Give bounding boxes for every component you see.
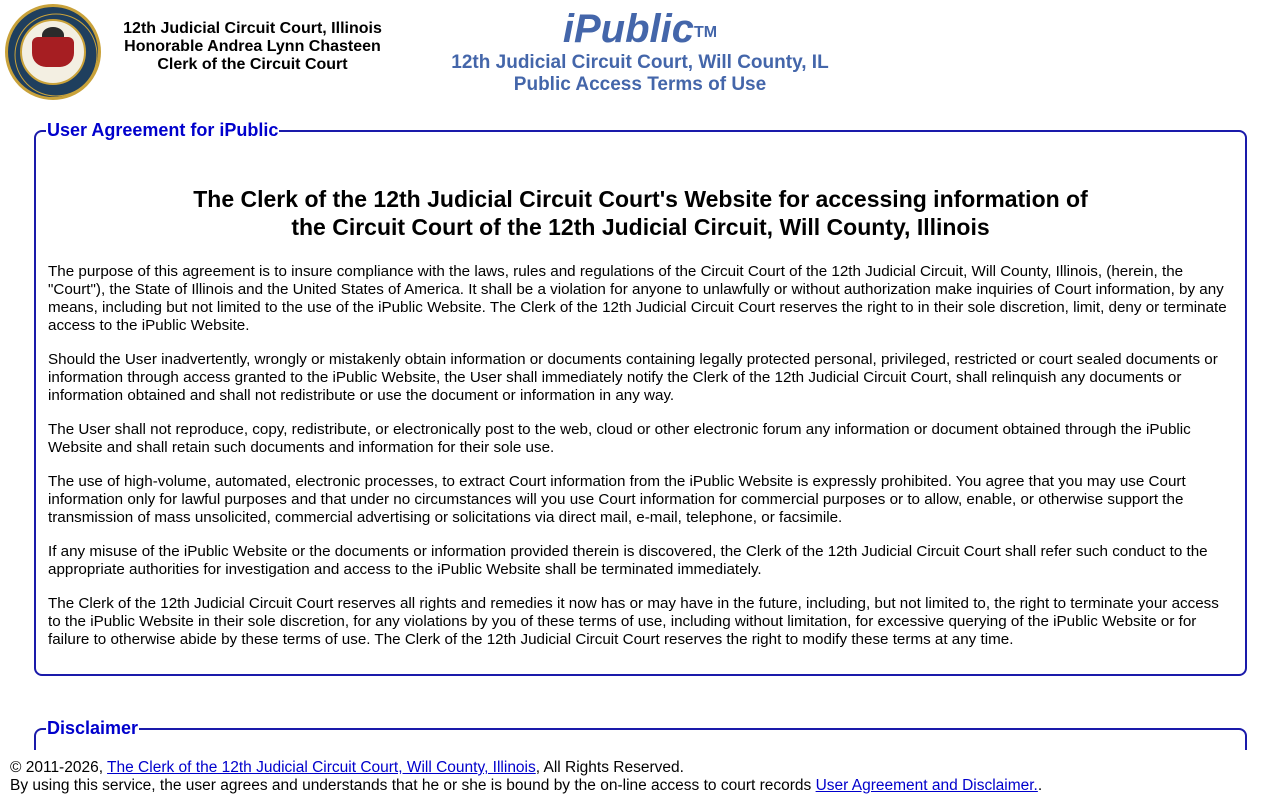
- user-agreement-section: [34, 120, 1247, 676]
- copyright-line: [10, 759, 1280, 777]
- agreement-paragraph: The use of high-volume, automated, electronic processes, to extract Court information from the iPublic Website is expressly prohibited. You agree that you may use Court information only for lawful purposes and that under no circumstances will you use Court information for commercial purposes or to allow, enable, or otherwise support the transmission of mass unsolicited, commercial advertising or solicitations via direct mail, e-mail, telephone, or facsimile.: [48, 473, 1186, 526]
- court-subtitle: 12th Judicial Circuit Court, Will County, IL: [451, 52, 829, 73]
- seal-shield-icon: [32, 37, 74, 67]
- user-agreement-link[interactable]: User Agreement and Disclaimer.: [815, 777, 1038, 794]
- agreement-paragraph: If any misuse of the iPublic Website or the documents or information provided therein is discovered, the Clerk of the 12th Judicial Circuit Court shall refer such conduct to the appropriate authorities for investigation and access to the iPublic Website shall be terminated immediately.: [48, 543, 1208, 578]
- page-header: [0, 0, 1280, 110]
- notice-line: [10, 777, 1280, 795]
- agreement-paragraph: Should the User inadvertently, wrongly or mistakenly obtain information or documents containing legally protected personal, privileged, restricted or court sealed documents or information through access granted to the iPublic Website, the User shall immediately notify the Clerk of the 12th Judicial Circuit Court, shall relinquish any documents or information obtained and shall not redistribute or use the document or information in any way.: [48, 351, 1218, 404]
- clerk-title: Clerk of the Circuit Court: [157, 56, 348, 73]
- rights-text: , All Rights Reserved.: [535, 759, 684, 776]
- court-info: [110, 20, 395, 74]
- page-footer: [0, 750, 1280, 800]
- copyright-text: © 2011-2026,: [10, 759, 108, 776]
- trademark-mark: TM: [694, 24, 718, 41]
- agreement-paragraph: The Clerk of the 12th Judicial Circuit Court reserves all rights and remedies it now has or may have in the future, including, but not limited to, the right to terminate your access to the iPublic Website in their sole discretion, for any violations by you of these terms of use, including without limitation, for excessive querying of the iPublic Website or for failure to otherwise abide by these terms of use. The Clerk of the 12th Judicial Circuit Court reserves the right to modify these terms at any time.: [48, 595, 1219, 648]
- notice-period: .: [1037, 777, 1043, 794]
- app-name: [390, 6, 890, 52]
- clerk-name: Honorable Andrea Lynn Chasteen: [124, 38, 381, 55]
- disclaimer-legend: Disclaimer: [47, 718, 139, 738]
- site-title-block: [390, 6, 890, 96]
- user-agreement-legend: User Agreement for iPublic: [47, 120, 279, 140]
- court-seal-logo: [5, 4, 101, 100]
- app-name-text: iPublic: [562, 7, 695, 51]
- page-subtitle: Public Access Terms of Use: [513, 74, 767, 95]
- clerk-link[interactable]: The Clerk of the 12th Judicial Circuit Court, Will County, Illinois: [107, 759, 536, 776]
- seal-center: [20, 19, 86, 85]
- agreement-paragraph: The purpose of this agreement is to insure compliance with the laws, rules and regulations of the Circuit Court of the 12th Judicial Circuit, Will County, Illinois, (herein, the "Court"), the State of Illinois and the United States of America. It shall be a violation for anyone to unlawfully or without authorization make inquiries of Court information, by any means, including but not limited to the use of the iPublic Website. The Clerk of the 12th Judicial Circuit Court reserves the right to in their sole discretion, limit, deny or terminate access to the iPublic Website.: [48, 263, 1227, 334]
- agreement-heading-line2: the Circuit Court of the 12th Judicial Circuit, Will County, Illinois: [291, 214, 990, 240]
- agreement-heading-line1: The Clerk of the 12th Judicial Circuit Court's Website for accessing information of: [193, 186, 1088, 212]
- court-name: 12th Judicial Circuit Court, Illinois: [123, 20, 382, 37]
- notice-text: By using this service, the user agrees and understands that he or she is bound by the on-line access to court records: [10, 777, 816, 794]
- agreement-heading: [48, 185, 1233, 241]
- agreement-paragraph: The User shall not reproduce, copy, redistribute, or electronically post to the web, cloud or other electronic forum any information or document obtained through the iPublic Website and shall retain such documents and information for their sole use.: [48, 421, 1191, 456]
